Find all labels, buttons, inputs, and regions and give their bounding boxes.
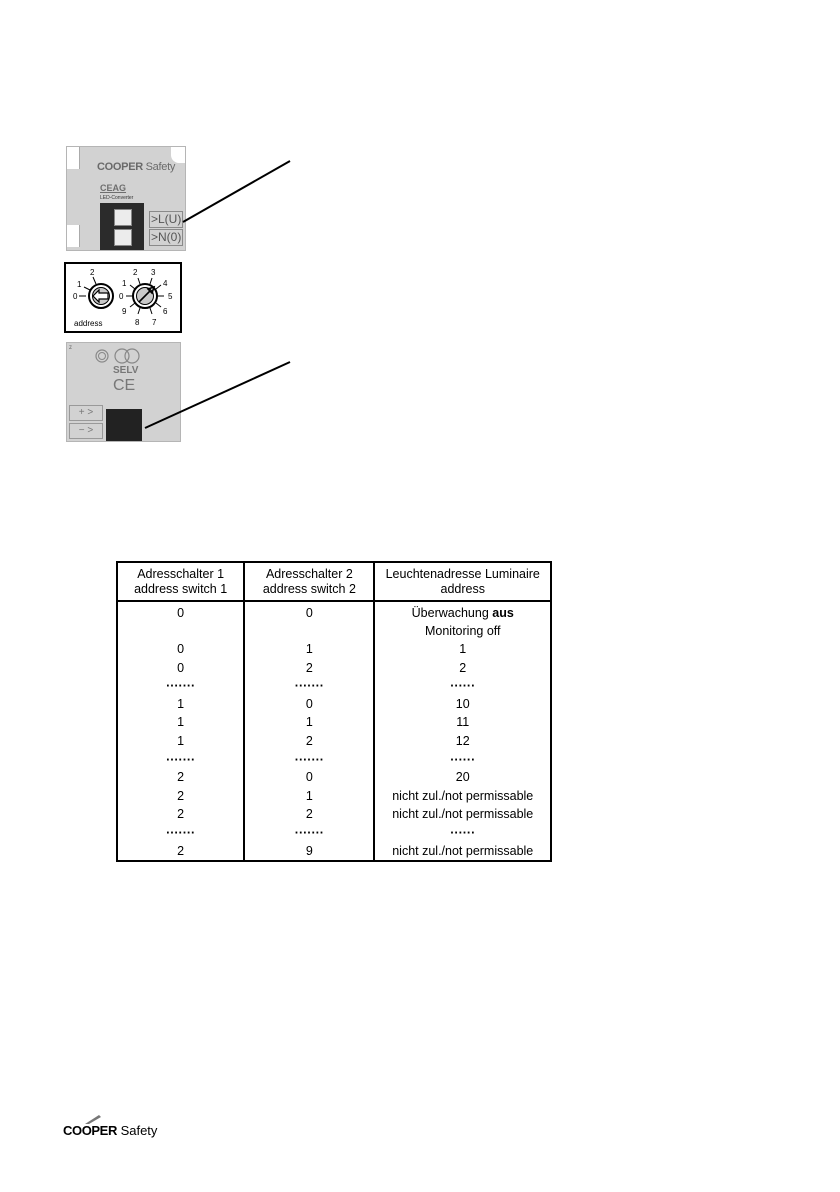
table-row: [117, 714, 551, 732]
cell: 2: [117, 805, 244, 823]
cell: 0: [244, 769, 374, 787]
cell: 1: [117, 732, 244, 750]
cell: 9: [244, 842, 374, 861]
cell: nicht zul./not permissable: [374, 842, 551, 861]
product-label: LED-Converter: [100, 195, 134, 201]
table-row: [117, 769, 551, 787]
cell: 0: [117, 601, 244, 622]
table-row: [117, 695, 551, 713]
table-row: [117, 641, 551, 659]
table-header-row: [117, 562, 551, 601]
switch2-digit-3: 3: [151, 268, 156, 277]
cell: ······: [374, 677, 551, 695]
cell: ······: [374, 750, 551, 768]
table-row: [117, 601, 551, 622]
label-n: >N(0): [151, 230, 182, 244]
switch2-digit-9: 9: [122, 307, 127, 316]
switch2-digit-0: 0: [119, 292, 124, 301]
cell: 2: [117, 842, 244, 861]
brand-label: COOPER Safety: [97, 161, 176, 173]
cell: 0: [117, 641, 244, 659]
cell: 10: [374, 695, 551, 713]
switch2-digit-2: 2: [133, 268, 138, 277]
cell: ·······: [244, 824, 374, 842]
table-row: [117, 750, 551, 768]
cell: 1: [117, 714, 244, 732]
cell: 1: [374, 641, 551, 659]
cell: 1: [244, 787, 374, 805]
cell: 12: [374, 732, 551, 750]
cell: Überwachung aus: [374, 601, 551, 622]
cell: ······: [374, 824, 551, 842]
address-table: [116, 561, 552, 862]
ce-mark: CE: [113, 377, 136, 394]
address-label: address: [74, 319, 103, 328]
table-row: [117, 805, 551, 823]
table-row: [117, 787, 551, 805]
table-row: [117, 732, 551, 750]
table-row: [117, 677, 551, 695]
cell: 0: [244, 695, 374, 713]
cell: 1: [244, 714, 374, 732]
cooper-safety-logo: [63, 1113, 163, 1141]
cell: ·······: [117, 824, 244, 842]
cell: 20: [374, 769, 551, 787]
cell: 1: [117, 695, 244, 713]
leader-line-top: [183, 161, 290, 222]
cell: [244, 622, 374, 640]
header-luminaire-address: Leuchtenadresse Luminaire address: [374, 562, 551, 601]
cell: 2: [117, 769, 244, 787]
table-row: [117, 824, 551, 842]
cell: 0: [244, 601, 374, 622]
leader-line-bottom: [145, 362, 290, 428]
switch2-digit-5: 5: [168, 292, 173, 301]
selv-label: SELV: [113, 365, 139, 376]
cell: 11: [374, 714, 551, 732]
cell: 2: [244, 659, 374, 677]
cell: ·······: [244, 677, 374, 695]
cell: ·······: [117, 750, 244, 768]
cell: [117, 622, 244, 640]
cell: 1: [244, 641, 374, 659]
switch1-digit-1: 1: [77, 280, 82, 289]
cell: 0: [117, 659, 244, 677]
table-row: [117, 622, 551, 640]
switch2-digit-7: 7: [152, 318, 157, 327]
ceag-label: CEAG: [100, 183, 127, 193]
switch2-digit-1: 1: [122, 279, 127, 288]
cell: 2: [117, 787, 244, 805]
switch2-digit-8: 8: [135, 318, 140, 327]
header-address-switch-1: Adresschalter 1 address switch 1: [117, 562, 244, 601]
cell: 2: [244, 805, 374, 823]
plus-label: + >: [69, 405, 103, 421]
cell: nicht zul./not permissable: [374, 787, 551, 805]
logo-text: COOPER Safety: [63, 1123, 158, 1138]
header-address-switch-2: Adresschalter 2 address switch 2: [244, 562, 374, 601]
cell: ·······: [117, 677, 244, 695]
label-l: >L(U): [151, 212, 182, 226]
corner-mark: z: [69, 345, 72, 351]
cell: Monitoring off: [374, 622, 551, 640]
cell: nicht zul./not permissable: [374, 805, 551, 823]
switch2-digit-6: 6: [163, 307, 168, 316]
cell: 2: [374, 659, 551, 677]
table-row: [117, 659, 551, 677]
switch1-digit-2: 2: [90, 268, 95, 277]
switch1-digit-0: 0: [73, 292, 78, 301]
minus-label: − >: [69, 423, 103, 439]
switch2-digit-4: 4: [163, 279, 168, 288]
cell: ·······: [244, 750, 374, 768]
table-row: [117, 842, 551, 861]
cell: 2: [244, 732, 374, 750]
